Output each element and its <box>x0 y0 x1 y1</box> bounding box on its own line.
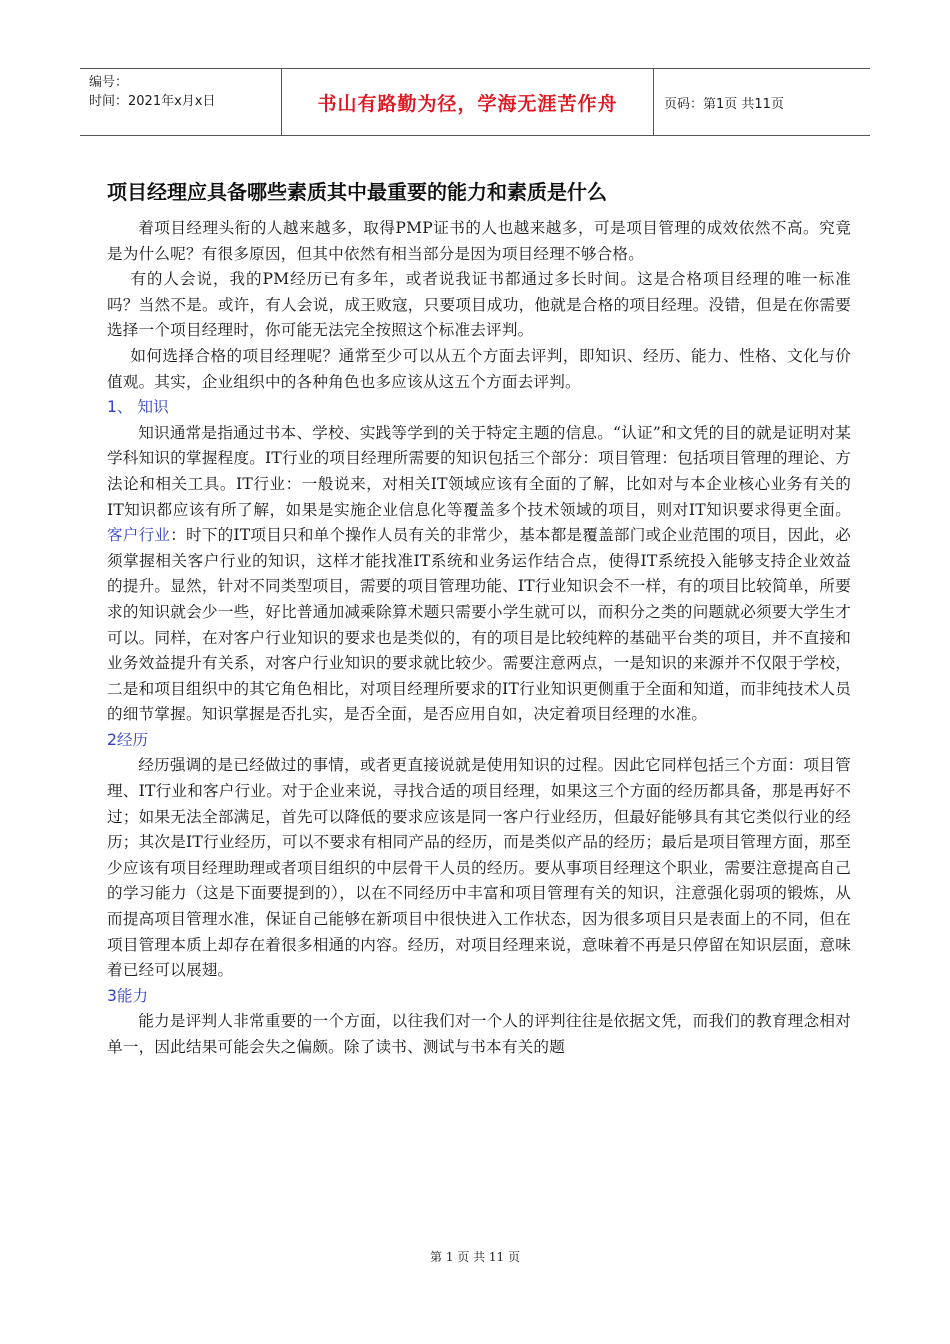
paragraph-knowledge <box>107 421 851 728</box>
paragraph-five-aspects: 如何选择合格的项目经理呢？通常至少可以从五个方面去评判，即知识、经历、能力、性格、文化与价值观。其实，企业组织中的各种角色也多应该从这五个方面去评判。 <box>107 346 851 391</box>
paragraph-experience: 经历强调的是已经做过的事情，或者更直接说就是使用知识的过程。因此它同样包括三个方面：项目管理、IT行业和客户行业。对于企业来说，寻找合适的项目经理，如果这三个方面的经历都具备，那是再好不过；如果无法全部满足，首先可以降低的要求应该是同一客户行业经历，但最好能够具有其它类似行业的经历；其次是IT行业经历，可以不要求有相同产品的经历，而是类似产品的经历；最后是项目管理方面，那至少应该有项目经理助理或者项目组织的中层骨干人员的经历。要从事项目经理这个职业，需要注意提高自己的学习能力（这是下面要提到的），以在不同经历中丰富和项目管理有关的知识，注意强化弱项的锻炼，从而提高项目管理水准，保证自己能够在新项目中很快进入工作状态，因为很多项目只是表面上的不同，但在项目管理本质上却存在着很多相通的内容。经历，对项目经理来说，意味着不再是只停留在知识层面，意味着已经可以展翅。 <box>107 756 851 980</box>
document-body <box>107 168 851 1061</box>
knowledge-text-part2: ：时下的IT项目只和单个操作人员有关的非常少，基本都是覆盖部门或企业范围的项目，因此，必须掌握相关客户行业的知识，这样才能找准IT系统和业务运作结合点，使得IT系统投入能够支持企业效益的提升。显然，针对不同类型项目，需要的项目管理功能、IT行业知识会不一样，有的项目比较简单，所要求的知识就会少一些，好比普通加减乘除算术题只需要小学生就可以，而积分之类的问题就必须要大学生才可以。同样，在对客户行业知识的要求也是类似的，有的项目是比较纯粹的基础平台类的项目，并不直接和业务效益提升有关系，对客户行业知识的要求就比较少。需要注意两点，一是知识的来源并不仅限于学校，二是和项目组织中的其它角色相比，对项目经理所要求的IT行业知识更侧重于全面和知道，而非纯技术人员的细节掌握。知识掌握是否扎实，是否全面，是否应用自如，决定着项目经理的水准。 <box>107 526 851 724</box>
section-heading-experience: 2经历 <box>107 730 149 749</box>
page-footer: 第 1 页 共 11 页 <box>430 1250 520 1264</box>
header-motto: 书山有路勤为径，学海无涯苦作舟 <box>282 69 654 135</box>
customer-industry-link-text: 客户行业 <box>107 526 171 545</box>
header-meta <box>80 69 282 135</box>
document-time-label: 时间：2021年x月x日 <box>89 94 216 109</box>
paragraph-ability: 能力是评判人非常重要的一个方面，以往我们对一个人的评判往往是依据文凭，而我们的教育理念相对单一，因此结果可能会失之偏颇。除了读书、测试与书本有关的题 <box>107 1012 851 1056</box>
page-header <box>80 68 870 136</box>
document-number-label: 编号： <box>89 75 129 90</box>
header-page-info: 页码：第1页 共11页 <box>664 96 784 112</box>
section-heading-knowledge: 1、 知识 <box>107 398 169 417</box>
paragraph-standard: 有的人会说，我的PM经历已有多年，或者说我证书都通过多长时间。这是合格项目经理的唯一标准吗？当然不是。或许，有人会说，成王败寇，只要项目成功，他就是合格的项目经理。没错，但是在你需要选择一个项目经理时，你可能无法完全按照这个标准去评判。 <box>107 270 851 340</box>
knowledge-text-part1: 知识通常是指通过书本、学校、实践等学到的关于特定主题的信息。“认证”和文凭的目的就是证明对某学科知识的掌握程度。IT行业的项目经理所需要的知识包括三个部分：项目管理：包括项目管理的理论、方法论和相关工具。IT行业：一般说来，对相关IT领域应该有全面的了解，比如对与本企业核心业务有关的IT知识都应该有所了解，如果是实施企业信息化等覆盖多个技术领域的项目，则对IT知识要求得更全面。 <box>107 423 851 519</box>
paragraph-intro: 着项目经理头衔的人越来越多，取得PMP证书的人也越来越多，可是项目管理的成效依然不高。究竟是为什么呢？有很多原因，但其中依然有相当部分是因为项目经理不够合格。 <box>107 219 851 263</box>
document-title: 项目经理应具备哪些素质其中最重要的能力和素质是什么 <box>107 180 607 204</box>
section-heading-ability: 3能力 <box>107 986 149 1005</box>
